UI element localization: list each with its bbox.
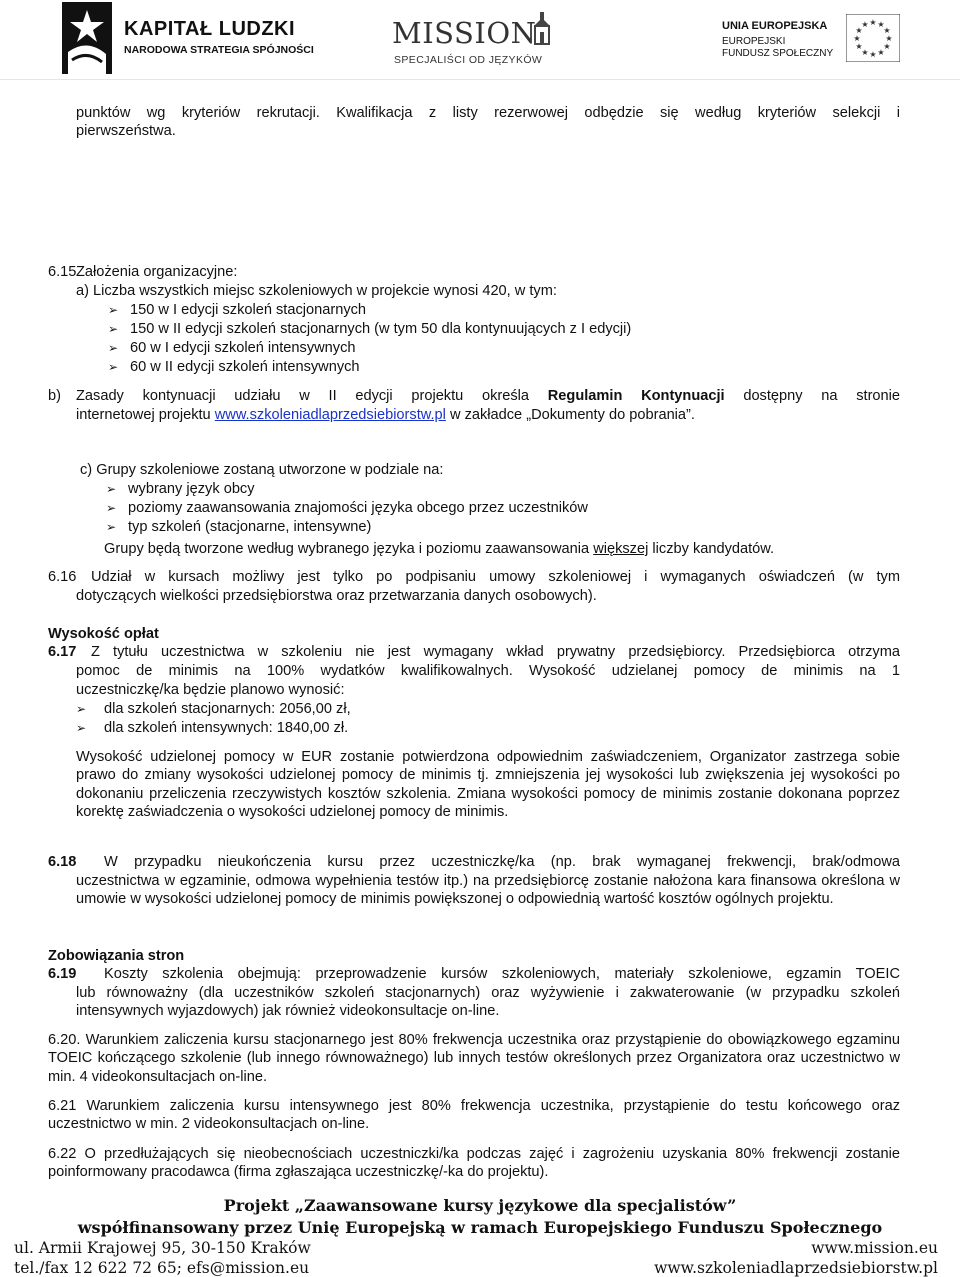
eu-flag-icon <box>846 14 900 62</box>
s615-a: a) Liczba wszystkich miejsc szkoleniowych w projekcie wynosi 420, w tym: <box>76 283 557 299</box>
s615-c-note <box>104 540 774 558</box>
list-item <box>108 301 366 319</box>
regulamin-kontynuacji: Regulamin Kontynuacji <box>547 388 725 404</box>
eu-logo-line2: EUROPEJSKI <box>722 36 786 47</box>
footer-project-title: Projekt „Zaawansowane kursy językowe dla specjalistów” <box>223 1196 737 1215</box>
mission-logo <box>392 8 562 74</box>
heading-zobowiazania-stron: Zobowiązania stron <box>48 948 185 964</box>
s615-b-line-1 <box>76 387 900 405</box>
s617-line-3: uczestniczkę/ka będzie planowo wynosić: <box>76 682 345 698</box>
svg-text:★: ★ <box>869 50 877 59</box>
footer-web-mission[interactable]: www.mission.eu <box>811 1239 938 1257</box>
kl-logo-subtitle: NARODOWA STRATEGIA SPÓJNOŚCI <box>124 44 314 56</box>
section-6-20: 6.20. Warunkiem zaliczenia kursu stacjonarnego jest 80% frekwencja uczestnika oraz przystąpienie do obowiązkowego egzaminu TOEIC kończącego szkolenie (lub innego równoważnego) lub innych testów określonych przez Organizatora oraz uczestnictwo w min. 4 videokonsultacjach on-line. <box>48 1032 900 1085</box>
arrow-bullet-icon: ➢ <box>108 322 119 336</box>
list-item <box>108 339 356 357</box>
svg-text:★: ★ <box>883 26 891 35</box>
intro-line-1: punktów wg kryteriów rekrutacji. Kwalifikacja z listy rezerwowej odbędzie się według kryteriów selekcji i <box>76 105 900 121</box>
s615-b-text: Zasady kontynuacji udziału w II edycji projektu określa <box>76 388 530 404</box>
s615-b-line-2 <box>76 406 695 424</box>
s617-paragraph-2: Wysokość udzielonej pomocy w EUR zostanie potwierdzona odpowiednim zaświadczeniem, Organizator zastrzega sobie prawo do zmiany wysokości udzielonej pomocy de minimis tj. zmniejszenia jej wysokości lub zwiększenia jej wysokości po dokonaniu przeliczenia rzeczywistych kosztów szkolenia. Zmiana wysokości pomocy de minimis zostanie dokonana poprzez korektę zaświadczenia o wysokości udzielonej pomocy de minimis. <box>76 749 900 821</box>
list-item <box>108 358 360 376</box>
list-item <box>106 480 255 498</box>
arrow-bullet-icon: ➢ <box>76 702 87 716</box>
section-6-17-number: 6.17 <box>48 644 77 660</box>
s615-b-label: b) <box>48 388 61 404</box>
svg-text:★: ★ <box>869 18 877 27</box>
section-6-18-number: 6.18 <box>48 854 77 870</box>
list-item-text: 150 w I edycji szkoleń stacjonarnych <box>130 302 367 318</box>
eu-efs-logo <box>722 14 912 74</box>
footer-web-project[interactable]: www.szkoleniadlaprzedsiebiorstw.pl <box>654 1259 938 1277</box>
website-link[interactable]: www.szkoleniadlaprzedsiebiorstw.pl <box>214 407 446 423</box>
s615-b-l2-end: w zakładce „Dokumenty do pobrania”. <box>449 407 695 423</box>
mission-logo-subtitle: SPECJALIŚCI OD JĘZYKÓW <box>394 54 543 66</box>
s618-rest: uczestnictwa w egzaminie, odmowa wypełnienia testów itp.) na przedsiębiorcę zostanie nałożona kara finansowa określona w umowie w wysokości udzielonej pomocy de minimis powiększonej o odpowiednią wartość kosztów ogólnych projektu. <box>76 873 900 908</box>
note-underlined: większej <box>593 541 649 557</box>
s616-line-2: dotyczących wielkości przedsiębiorstwa oraz przetwarzania danych osobowych). <box>76 588 597 604</box>
page-header <box>0 0 960 80</box>
note-text-end: liczby kandydatów. <box>652 541 775 557</box>
svg-text:★: ★ <box>855 26 863 35</box>
section-number: 6.15 <box>48 264 77 280</box>
svg-text:★: ★ <box>853 34 861 43</box>
arrow-bullet-icon: ➢ <box>106 501 117 515</box>
arrow-bullet-icon: ➢ <box>108 360 119 374</box>
section-6-21: 6.21 Warunkiem zaliczenia kursu intensywnego jest 80% frekwencja uczestnika, przystąpienie do testu końcowego oraz uczestnictwo w min. 2 videokonsultacjach on-line. <box>48 1098 900 1133</box>
svg-text:★: ★ <box>883 42 891 51</box>
s616-line-1: Udział w kursach możliwy jest tylko po podpisaniu umowy szkoleniowej i wymaganych oświadczeń (w tym <box>91 569 900 585</box>
mission-church-icon <box>530 12 554 46</box>
footer-cofinancing: współfinansowany przez Unię Europejską w ramach Europejskiego Funduszu Społecznego <box>77 1218 883 1237</box>
arrow-bullet-icon: ➢ <box>106 520 117 534</box>
list-item-text: dla szkoleń intensywnych: 1840,00 zł. <box>104 720 349 736</box>
list-item-text: dla szkoleń stacjonarnych: 2056,00 zł, <box>104 701 351 717</box>
footer-contact: tel./fax 12 622 72 65; efs@mission.eu <box>14 1259 310 1277</box>
list-item <box>76 700 351 718</box>
list-item <box>106 499 588 517</box>
list-item-text: wybrany język obcy <box>128 481 255 497</box>
arrow-bullet-icon: ➢ <box>106 482 117 496</box>
list-item-text: 60 w II edycji szkoleń intensywnych <box>130 359 360 375</box>
list-item-text: poziomy zaawansowania znajomości języka obcego przez uczestników <box>128 500 588 516</box>
s618-line-1: W przypadku nieukończenia kursu przez uczestniczkę/ka (np. brak wymaganej frekwencji, brak/odmowa <box>104 854 900 870</box>
list-item <box>106 518 371 536</box>
arrow-bullet-icon: ➢ <box>108 341 119 355</box>
svg-text:★: ★ <box>855 42 863 51</box>
list-item-text: 60 w I edycji szkoleń intensywnych <box>130 340 356 356</box>
page-footer <box>0 1195 960 1277</box>
kapital-ludzki-logo <box>62 2 392 76</box>
svg-text:★: ★ <box>861 20 869 29</box>
section-title: Założenia organizacyjne: <box>76 264 238 280</box>
s619-rest: lub równoważny (dla uczestników szkoleń stacjonarnych) oraz wyżywienie i zakwaterowanie (w przypadku szkoleń intensywnych wyjazdowych) jak również videokonsultacje on-line. <box>76 985 900 1020</box>
heading-wysokosc-oplat: Wysokość opłat <box>48 626 159 642</box>
list-item-text: typ szkoleń (stacjonarne, intensywne) <box>128 519 372 535</box>
svg-text:★: ★ <box>877 48 885 57</box>
note-text: Grupy będą tworzone według wybranego języka i poziomu zaawansowania <box>104 541 590 557</box>
kl-emblem-icon <box>62 2 112 74</box>
arrow-bullet-icon: ➢ <box>108 303 119 317</box>
s615-c: c) Grupy szkoleniowe zostaną utworzone w podziale na: <box>80 462 444 478</box>
intro-line-2: pierwszeństwa. <box>76 123 176 139</box>
kl-logo-title: KAPITAŁ LUDZKI <box>124 18 296 40</box>
s615-b-l2-text: internetowej projektu <box>76 407 211 423</box>
section-6-22: 6.22 O przedłużających się nieobecnościach uczestniczki/ka podczas zajęć i zagrożeniu uzyskania 80% frekwencji zostanie poinformowany pracodawca (firma zgłaszająca uczestniczkę/-ka do projektu). <box>48 1146 900 1181</box>
section-6-19-number: 6.19 <box>48 966 77 982</box>
s617-line-2: pomoc de minimis na 100% wydatków kwalifikowalnych. Wysokość udzielanej pomocy de minimis na 1 <box>76 663 900 679</box>
list-item <box>108 320 631 338</box>
footer-address: ul. Armii Krajowej 95, 30-150 Kraków <box>14 1239 311 1257</box>
svg-text:★: ★ <box>861 48 869 57</box>
section-6-16-number: 6.16 <box>48 569 77 585</box>
mission-logo-title: MISSION <box>392 16 537 50</box>
s617-line-1: Z tytułu uczestnictwa w szkoleniu nie jest wymagany wkład prywatny przedsiębiorcy. Przedsiębiorca otrzyma <box>91 644 900 660</box>
list-item-text: 150 w II edycji szkoleń stacjonarnych (w tym 50 dla kontynuujących z I edycji) <box>130 321 632 337</box>
svg-text:★: ★ <box>885 34 893 43</box>
s615-b-text-end: dostępny na stronie <box>743 388 901 404</box>
s619-line-1: Koszty szkolenia obejmują: przeprowadzenie kursów szkoleniowych, materiały szkoleniowe, egzamin TOEIC <box>104 966 900 982</box>
arrow-bullet-icon: ➢ <box>76 721 87 735</box>
svg-text:★: ★ <box>877 20 885 29</box>
eu-logo-line1: UNIA EUROPEJSKA <box>722 20 828 32</box>
header-divider <box>0 79 960 80</box>
list-item <box>76 719 348 737</box>
eu-logo-line3: FUNDUSZ SPOŁECZNY <box>722 48 834 59</box>
section-6-15-heading <box>48 263 237 281</box>
